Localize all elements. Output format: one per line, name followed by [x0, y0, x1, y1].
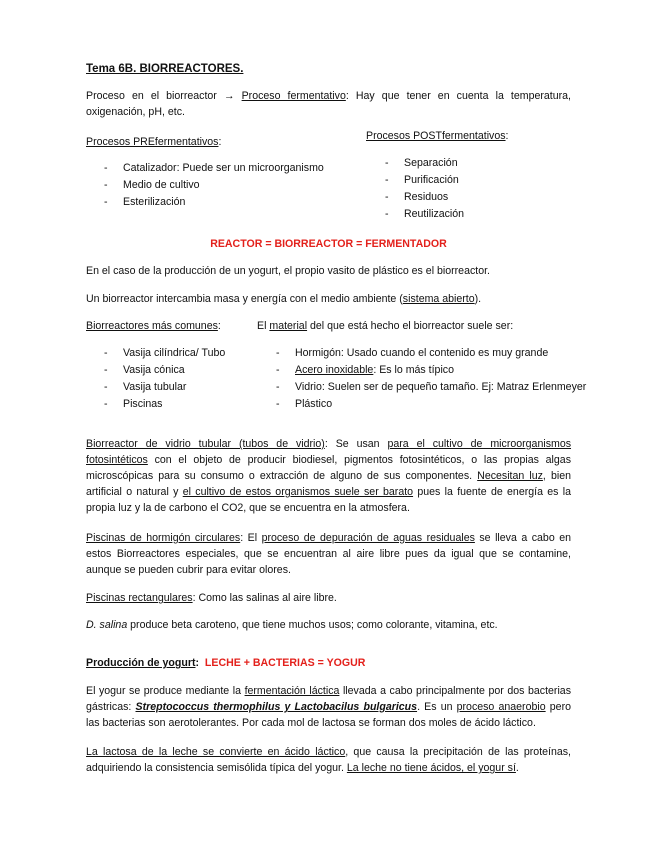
pre-colon: :: [218, 136, 222, 148]
text: El: [257, 320, 270, 332]
list-item: - Hormigón: Usado cuando el contenido es muy grande: [276, 345, 586, 362]
list-item: - Reutilización: [385, 206, 464, 223]
yogurt-formula: LECHE + BACTERIAS = YOGUR: [204, 657, 366, 669]
pre-heading: [86, 134, 221, 150]
material-heading: [257, 318, 513, 334]
text: del que está hecho el biorreactor suele ser:: [307, 320, 514, 332]
yogurt-heading-label: Producción de yogurt: [86, 657, 196, 669]
page-title: Tema 6B. BIORREACTORES.: [86, 63, 244, 75]
intro-text-c: : Hay que tener en cuenta la temperatura, oxigenación, pH, etc.: [86, 90, 571, 118]
post-colon: :: [505, 130, 509, 142]
term-d-salina: D. salina: [86, 619, 128, 631]
text: Un biorreactor intercambia masa y energía con el medio ambiente (: [86, 293, 403, 305]
paragraph-yogurt-1: El yogur se produce mediante la fermentación láctica llevada a cabo principalmente por dos bacterias gástricas: Streptococcus thermophilus y Lactobacilus bulgaricus. Es un proceso anaerobio pero las bacterias son aerotolerantes. Por cada mol de lactosa se forman dos moles de ácido láctico.: [86, 685, 571, 729]
common-label: Biorreactores más comunes: [86, 320, 218, 332]
term-piscinas-rect: Piscinas rectangulares: [86, 592, 193, 604]
paragraph-hormigon: Piscinas de hormigón circulares: El proceso de depuración de aguas residuales se lleva a cabo en estos Biorreactores especiales, que se encuentran al aire libre pues da igual que se contamine, aunque se pueden cubrir para evitar olores.: [86, 532, 571, 576]
yogurt-heading: Producción de yogurt: LECHE + BACTERIAS = YOGUR: [86, 657, 366, 669]
list-item: - Purificación: [385, 172, 464, 189]
common-list: [104, 345, 225, 413]
list-item: - Medio de cultivo: [104, 177, 324, 194]
paragraph-vidrio: Biorreactor de vidrio tubular (tubos de vidrio): Se usan para el cultivo de microorganismos fotosintéticos con el objeto de producir biodiesel, pigmentos fotosintéticos, o las propias algas microscópicas para su consumo o extracción de alguno de sus componentes. Necesitan luz, bien artificial o natural y el cultivo de estos organismos suele ser barato pues la fuente de energía es la propia luz y la de carbono el CO2, que se encuentra en la atmosfera.: [86, 438, 572, 514]
list-item: - Vasija tubular: [104, 379, 225, 396]
pre-label: Procesos PREfermentativos: [86, 136, 219, 148]
term-vidrio-tubular: Biorreactor de vidrio tubular (tubos de vidrio): [86, 438, 325, 450]
paragraph-vasito: En el caso de la producción de un yogurt, el propio vasito de plástico es el biorreactor.: [86, 265, 490, 277]
list-item: - Residuos: [385, 189, 464, 206]
intro-term: Proceso fermentativo: [241, 90, 346, 102]
list-item: - Catalizador: Puede ser un microorganismo: [104, 160, 324, 177]
term-material: material: [269, 320, 308, 332]
list-item: - Vidrio: Suelen ser de pequeño tamaño. Ej: Matraz Erlenmeyer: [276, 379, 586, 396]
list-item: - Plástico: [276, 396, 586, 413]
pre-list: [104, 160, 324, 211]
list-item: - Vasija cilíndrica/ Tubo: [104, 345, 225, 362]
bacteria-names: Streptococcus thermophilus y Lactobacilus bulgaricus: [135, 701, 418, 713]
paragraph-salina: D. salina produce beta caroteno, que tiene muchos usos; como colorante, vitamina, etc.: [86, 619, 498, 631]
term-piscinas-hormigon: Piscinas de hormigón circulares: [86, 532, 241, 544]
intro-paragraph: [86, 88, 571, 120]
paragraph-intercambia: [86, 291, 571, 307]
intro-text-a: Proceso en el biorreactor: [86, 90, 224, 102]
paragraph-yogurt-2: La lactosa de la leche se convierte en ácido láctico, que causa la precipitación de las proteínas, adquiriendo la consistencia semisólida típica del yogur. La leche no tiene ácidos, el yogur sí.: [86, 746, 571, 774]
common-heading: [86, 318, 221, 334]
common-colon: :: [217, 320, 221, 332]
term-sistema-abierto: sistema abierto: [402, 293, 475, 305]
paragraph-rectangulares: Piscinas rectangulares: Como las salinas al aire libre.: [86, 592, 337, 604]
list-item: - Esterilización: [104, 194, 324, 211]
equivalence-heading: REACTOR = BIORREACTOR = FERMENTADOR: [210, 238, 447, 250]
list-item: - Piscinas: [104, 396, 225, 413]
arrow-icon: →: [223, 90, 235, 102]
post-heading: [366, 128, 509, 144]
list-item: - Separación: [385, 155, 464, 172]
material-list: [276, 345, 586, 413]
list-item: - Acero inoxidable: Es lo más típico: [276, 362, 586, 379]
text: ).: [474, 293, 482, 305]
post-list: [385, 155, 464, 223]
post-label: Procesos POSTfermentativos: [366, 130, 506, 142]
list-item: - Vasija cónica: [104, 362, 225, 379]
